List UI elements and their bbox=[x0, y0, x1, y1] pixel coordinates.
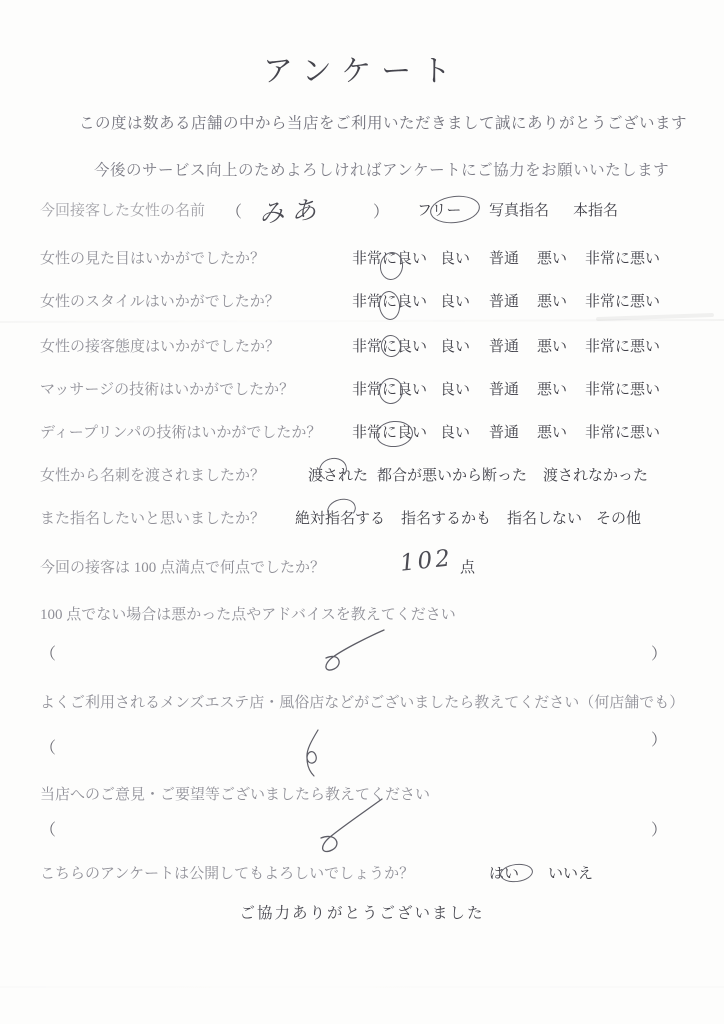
rating-question-row bbox=[0, 421, 724, 445]
open-paren: （ bbox=[40, 646, 57, 663]
type-option-photo-shimei: 写真指名 bbox=[489, 203, 550, 219]
rating-option: 良い bbox=[440, 251, 471, 267]
rating-option: 悪い bbox=[537, 382, 568, 398]
other-shops-answer-row bbox=[0, 730, 724, 757]
close-paren: ） bbox=[651, 822, 668, 839]
rating-question-label: マッサージの技術はいかがでしたか？ bbox=[40, 382, 295, 398]
rating-option: 普通 bbox=[489, 294, 520, 310]
rating-option: 非常に悪い bbox=[585, 339, 661, 355]
publish-option-yes: はい bbox=[489, 866, 520, 882]
rating-option: 非常に悪い bbox=[585, 425, 661, 441]
repeat-option-no: 指名しない bbox=[507, 511, 583, 527]
score-question-label: 今回の接客は 100 点満点で何点でしたか？ bbox=[40, 560, 326, 576]
scan-crease-line bbox=[0, 986, 724, 988]
rating-option: 悪い bbox=[537, 339, 568, 355]
rating-question-label: ディープリンパの技術はいかがでしたか？ bbox=[40, 425, 322, 441]
rating-option: 非常に良い bbox=[352, 294, 428, 310]
scan-smudge bbox=[596, 313, 714, 321]
repeat-option-maybe: 指名するかも bbox=[401, 511, 492, 527]
open-paren: （ bbox=[226, 204, 243, 221]
rating-option: 非常に良い bbox=[352, 382, 428, 398]
rating-option: 良い bbox=[440, 294, 471, 310]
open-paren: （ bbox=[40, 740, 57, 757]
rating-question-row bbox=[0, 335, 724, 359]
repeat-designation-question-row bbox=[0, 507, 724, 531]
selection-circle-mark bbox=[429, 193, 482, 226]
rating-question-label: 女性の接客態度はいかがでしたか？ bbox=[40, 339, 281, 355]
card-option-declined: 都合が悪いから断った bbox=[377, 468, 528, 484]
card-option-not-received: 渡されなかった bbox=[543, 468, 649, 484]
open-paren: （ bbox=[40, 822, 57, 839]
name-question-label: 今回接客した女性の名前 bbox=[40, 203, 206, 219]
publish-question-row bbox=[0, 862, 724, 886]
repeat-option-other: その他 bbox=[596, 511, 642, 527]
rating-option: 良い bbox=[440, 425, 471, 441]
rating-option: 非常に悪い bbox=[585, 294, 661, 310]
rating-option: 非常に良い bbox=[352, 425, 428, 441]
rating-option: 悪い bbox=[537, 425, 568, 441]
publish-question-label: こちらのアンケートは公開してもよろしいでしょうか？ bbox=[40, 866, 415, 882]
other-shops-question-row bbox=[0, 691, 724, 715]
rating-option: 普通 bbox=[489, 251, 520, 267]
handwritten-scribble bbox=[312, 623, 387, 678]
other-shops-question-label: よくご利用されるメンズエステ店・風俗店などがございましたら教えてください（何店舗でも） bbox=[40, 695, 685, 711]
rating-option: 非常に悪い bbox=[585, 251, 661, 267]
rating-question-row bbox=[0, 378, 724, 402]
rating-option: 普通 bbox=[489, 382, 520, 398]
advice-question-label: 100 点でない場合は悪かった点やアドバイスを教えてください bbox=[40, 607, 456, 623]
repeat-question-label: また指名したいと思いましたか？ bbox=[40, 511, 266, 527]
card-option-received: 渡された bbox=[308, 468, 369, 484]
handwritten-scribble bbox=[298, 728, 326, 778]
rating-option: 非常に良い bbox=[352, 339, 428, 355]
business-card-question-row bbox=[0, 464, 724, 488]
intro-line-1: この度は数ある店舗の中から当店をご利用いただきまして誠にありがとうございます bbox=[79, 115, 688, 132]
rating-option: 悪い bbox=[537, 251, 568, 267]
close-paren: ） bbox=[651, 732, 668, 749]
type-option-hon-shimei: 本指名 bbox=[573, 203, 619, 219]
handwritten-score: 102 bbox=[398, 545, 455, 577]
type-option-free: フリー bbox=[417, 203, 462, 219]
score-unit: 点 bbox=[460, 560, 476, 576]
rating-option: 普通 bbox=[489, 339, 520, 355]
rating-option: 良い bbox=[440, 382, 471, 398]
rating-option: 悪い bbox=[537, 294, 568, 310]
rating-option: 非常に悪い bbox=[585, 382, 661, 398]
repeat-option-definitely: 絶対指名する bbox=[295, 511, 386, 527]
advice-answer-row bbox=[0, 641, 724, 665]
rating-option: 良い bbox=[440, 339, 471, 355]
score-question-row bbox=[0, 545, 724, 580]
rating-question-row bbox=[0, 290, 724, 314]
rating-option: 普通 bbox=[489, 425, 520, 441]
rating-question-row bbox=[0, 247, 724, 271]
rating-question-label: 女性の見た目はいかがでしたか？ bbox=[40, 251, 266, 267]
rating-option: 非常に良い bbox=[352, 251, 428, 267]
name-question-row bbox=[0, 194, 724, 229]
business-card-question-label: 女性から名刺を渡されましたか？ bbox=[40, 468, 266, 484]
handwritten-name: みあ bbox=[258, 194, 325, 229]
page-title: アンケート bbox=[262, 55, 462, 88]
publish-option-no: いいえ bbox=[548, 866, 594, 882]
close-paren: ） bbox=[651, 646, 668, 663]
handwritten-scribble bbox=[300, 795, 385, 857]
opinion-question-label: 当店へのご意見・ご要望等ございましたら教えてください bbox=[40, 787, 431, 803]
intro-line-2: 今後のサービス向上のためよろしければアンケートにご協力をお願いいたします bbox=[94, 162, 670, 179]
close-paren: ） bbox=[373, 204, 390, 221]
rating-question-label: 女性のスタイルはいかがでしたか？ bbox=[40, 294, 280, 310]
opinion-answer-row bbox=[0, 817, 724, 841]
closing-thanks: ご協力ありがとうございました bbox=[239, 905, 485, 922]
